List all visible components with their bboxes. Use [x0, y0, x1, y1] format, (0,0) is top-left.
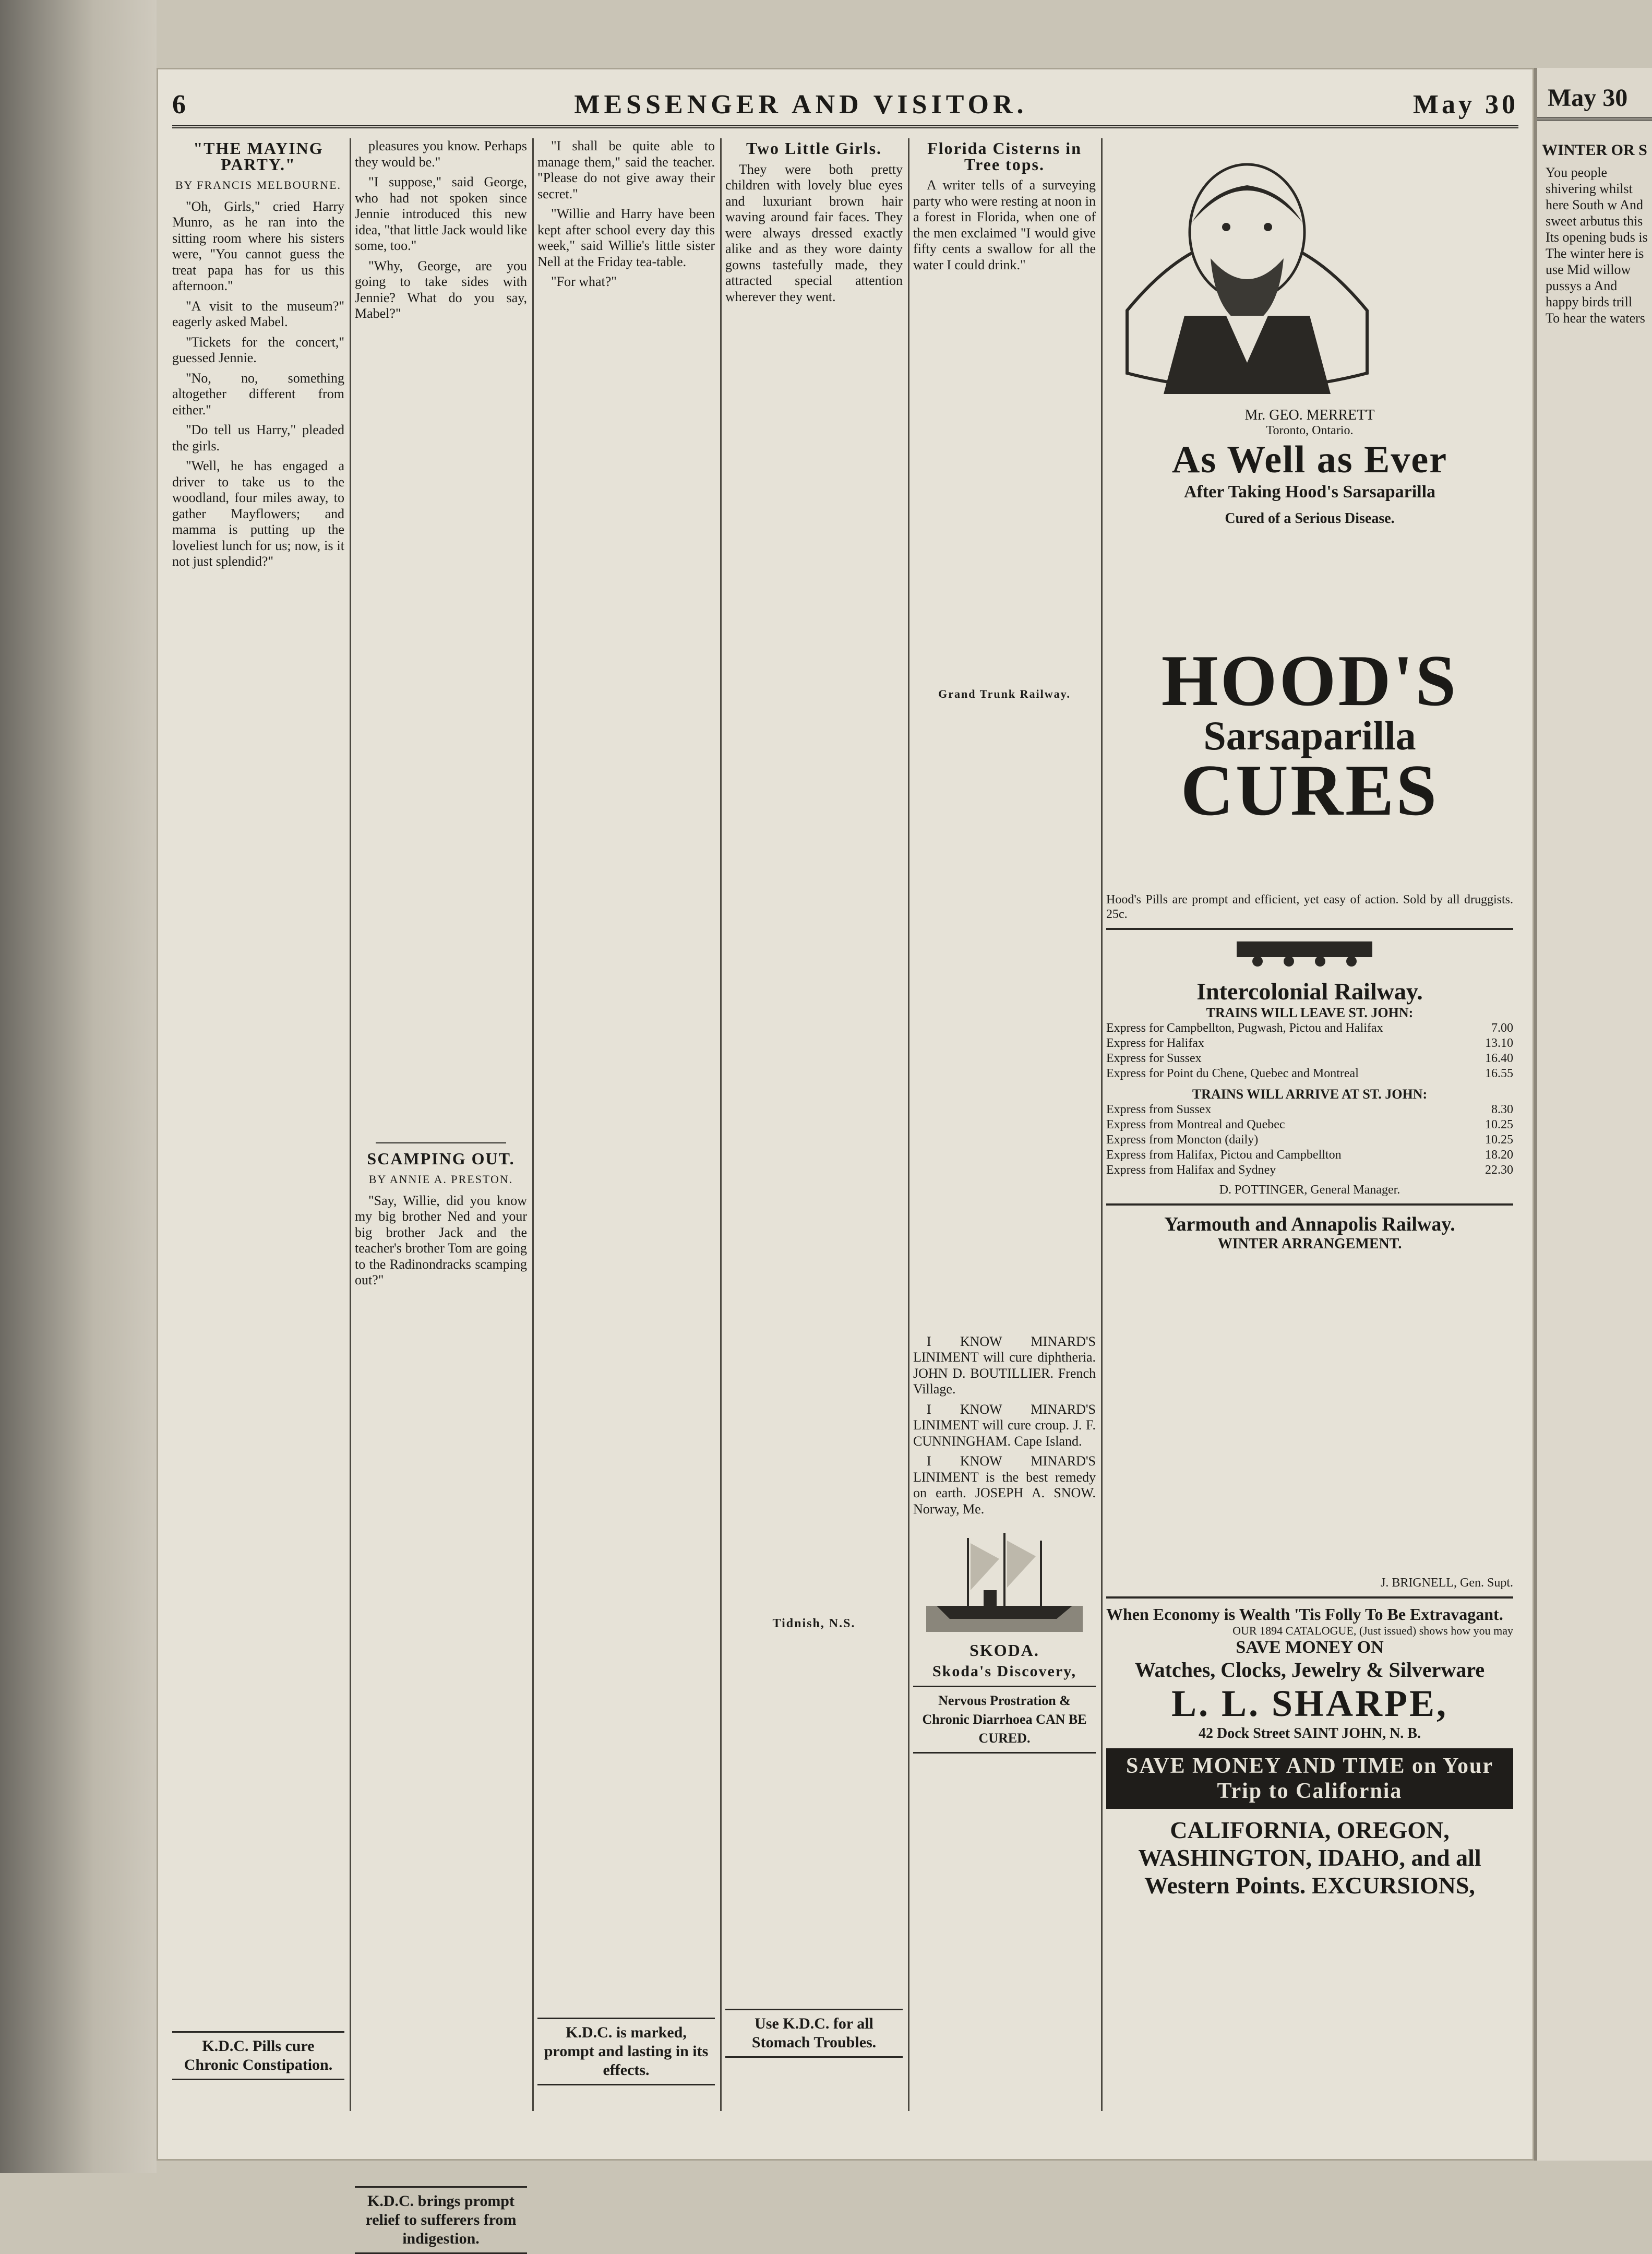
- portrait-illustration: [1106, 144, 1388, 404]
- sharpe-address: 42 Dock Street SAINT JOHN, N. B.: [1199, 1725, 1421, 1742]
- column-rule: [350, 138, 351, 2111]
- train-name: Express for Point du Chene, Quebec and Montreal: [1106, 1067, 1359, 1080]
- kdc-ad: K.D.C. Pills cure Chronic Constipation.: [172, 2031, 344, 2080]
- paragraph: "Tickets for the concert," guessed Jennie.: [172, 334, 344, 365]
- save-money-line: SAVE MONEY ON: [1236, 1638, 1384, 1657]
- train-name: Express for Sussex: [1106, 1052, 1202, 1065]
- paragraph: "No, no, something altogether different from either.": [172, 370, 344, 418]
- yarmouth-title: Yarmouth and Annapolis Railway.: [1164, 1213, 1455, 1235]
- timetable-row: [1106, 1132, 1513, 1148]
- paragraph: pleasures you know. Perhaps they would be.": [355, 138, 527, 170]
- intercolonial-title: Intercolonial Railway.: [1196, 978, 1423, 1005]
- text-continuation: [355, 326, 527, 1135]
- train-name: Express from Moncton (daily): [1106, 1133, 1259, 1147]
- facing-page: [1534, 68, 1652, 2161]
- timetable-row: [1106, 1036, 1513, 1051]
- timetable-row: [1106, 1117, 1513, 1132]
- page-date: May 30: [1412, 89, 1518, 120]
- manager-line: D. POTTINGER, General Manager.: [1219, 1183, 1400, 1197]
- sarsaparilla-brand: Sarsaparilla: [1203, 713, 1416, 758]
- divider: [1106, 1203, 1513, 1206]
- minard-testimonial: I KNOW MINARD'S LINIMENT is the best remedy on earth. JOSEPH A. SNOW. Norway, Me.: [913, 1453, 1096, 1517]
- paragraph: "Say, Willie, did you know my big brother Ned and your big brother Jack and the teacher's brother Tom are going to the Radinondracks scamping out?": [355, 1192, 527, 1287]
- page-number: 6: [172, 89, 189, 120]
- column-1: [172, 138, 344, 2111]
- column-rule: [532, 138, 534, 2111]
- column-rule: [1101, 138, 1103, 2111]
- paragraph: "Oh, Girls," cried Harry Munro, as he ran into the sitting room where his sisters were, "You cannot guess the treat papa has for us this afternoon.": [172, 198, 344, 293]
- winter-arrangement: WINTER ARRANGEMENT.: [1217, 1236, 1402, 1252]
- train-icon: [1106, 936, 1513, 968]
- paragraph: They were both pretty children with lovely blue eyes and luxuriant brown hair waving around fair faces. They were always dressed exactly alike and as they wore dainty gowns tastefully made, they attracted special attention wherever they went.: [725, 161, 903, 304]
- ad-text-block: [1106, 1253, 1513, 1576]
- paragraph: "Willie and Harry have been kept after school every day this week," said Willie's little sister Nell at the Friday tea-table.: [537, 206, 715, 269]
- article-title-maying-party: "THE MAYING PARTY.": [193, 139, 324, 174]
- text-continuation: [537, 294, 715, 2011]
- watches-line: Watches, Clocks, Jewelry & Silverware: [1134, 1658, 1485, 1681]
- economy-headline: When Economy is Wealth 'Tis Folly To Be Extravagant.: [1106, 1605, 1503, 1624]
- kdc-ad: K.D.C. is marked, prompt and lasting in its effects.: [537, 2018, 715, 2085]
- timetable-row: [1106, 1148, 1513, 1163]
- minard-testimonial: I KNOW MINARD'S LINIMENT will cure croup. J. F. CUNNINGHAM. Cape Island.: [913, 1401, 1096, 1449]
- paragraph: "I shall be quite able to manage them," said the teacher. "Please do not give away their secret.": [537, 138, 715, 201]
- divider: [1106, 1596, 1513, 1599]
- column-4: [725, 138, 903, 2111]
- column-rule: [720, 138, 722, 2111]
- sharpe-name: L. L. SHARPE,: [1171, 1683, 1449, 1724]
- facing-page-text: You people shivering whilst here South w And sweet arbutus this Its opening buds is The winter here is use Mid willow pussys a And happy birds trill To hear the waters: [1546, 165, 1648, 326]
- column-2: [355, 138, 527, 2247]
- paragraph: "Do tell us Harry," pleaded the girls.: [172, 422, 344, 454]
- article-title-florida-cisterns: Florida Cisterns in Tree tops.: [927, 139, 1082, 174]
- train-name: Express from Halifax and Sydney: [1106, 1163, 1276, 1177]
- kdc-ad: K.D.C. brings prompt relief to sufferers from indigestion.: [355, 2186, 527, 2254]
- paragraph: A writer tells of a surveying party who were resting at noon in a forest in Florida, when one of the men exclaimed "I would give fifty cents a swallow for all the water I could drink.": [913, 177, 1096, 272]
- california-excursions: CALIFORNIA, OREGON, WASHINGTON, IDAHO, and all Western Points. EXCURSIONS,: [1138, 1817, 1481, 1899]
- california-ad: [1106, 1748, 1513, 1809]
- hoods-pills-line: Hood's Pills are prompt and efficient, yet easy of action. Sold by all druggists. 25c.: [1106, 893, 1513, 921]
- column-3: [537, 138, 715, 2111]
- ad-text-block: [1106, 825, 1513, 892]
- train-time: 10.25: [1485, 1133, 1513, 1147]
- ic-subheading: TRAINS WILL LEAVE ST. JOHN:: [1206, 1005, 1414, 1020]
- dateline: Tidnish, N.S.: [772, 1617, 856, 1630]
- text-continuation: [913, 277, 1096, 684]
- cures-brand: CURES: [1180, 750, 1439, 831]
- hoods-brand: HOOD'S: [1161, 640, 1458, 721]
- paragraph: "For what?": [551, 274, 617, 289]
- california-save: SAVE MONEY AND TIME on Your Trip to California: [1126, 1754, 1493, 1803]
- after-taking-line: After Taking Hood's Sarsaparilla: [1183, 482, 1436, 502]
- kdc-ad: Use K.D.C. for all Stomach Troubles.: [725, 2009, 903, 2058]
- train-time: 22.30: [1485, 1163, 1513, 1177]
- as-well-headline: As Well as Ever: [1171, 438, 1448, 481]
- minard-testimonial: I KNOW MINARD'S LINIMENT will cure diphtheria. JOHN D. BOUTILLIER. French Village.: [913, 1333, 1096, 1397]
- skoda-title: SKODA.: [969, 1641, 1039, 1660]
- article-title-scamping-out: SCAMPING OUT.: [367, 1149, 515, 1168]
- train-time: 13.10: [1485, 1036, 1513, 1050]
- portrait-place: Toronto, Ontario.: [1266, 424, 1354, 437]
- skoda-heading: Skoda's Discovery,: [932, 1662, 1077, 1680]
- train-time: 7.00: [1491, 1021, 1513, 1035]
- article-byline: BY ANNIE A. PRESTON.: [368, 1173, 513, 1186]
- timetable-row: [1106, 1021, 1513, 1036]
- text-continuation: [725, 1637, 903, 2002]
- train-name: Express for Campbellton, Pugwash, Pictou and Halifax: [1106, 1021, 1383, 1035]
- train-time: 16.55: [1485, 1067, 1513, 1080]
- text-continuation: [355, 1293, 527, 2180]
- timetable-row: [1106, 1066, 1513, 1081]
- article-byline: BY FRANCIS MELBOURNE.: [175, 178, 342, 192]
- newspaper-page: [157, 68, 1534, 2247]
- arrive-subheading: TRAINS WILL ARRIVE AT ST. JOHN:: [1192, 1087, 1428, 1102]
- column-rule: [908, 138, 909, 2111]
- train-name: Express from Sussex: [1106, 1103, 1212, 1116]
- catalogue-line: OUR 1894 CATALOGUE, (Just issued) shows how you may: [1232, 1624, 1513, 1637]
- paragraph: "I suppose," said George, who had not spoken since Jennie introduced this new idea, "that little Jack would like some, too.": [355, 174, 527, 253]
- skoda-cure-line: Nervous Prostration & Chronic Diarrhoea CAN BE CURED.: [913, 1686, 1096, 1754]
- train-time: 8.30: [1491, 1103, 1513, 1116]
- masthead-title: MESSENGER AND VISITOR.: [574, 89, 1028, 120]
- brignell-line: J. BRIGNELL, Gen. Supt.: [1381, 1576, 1513, 1590]
- timetable-row: [1106, 1102, 1513, 1117]
- train-name: Express for Halifax: [1106, 1036, 1204, 1050]
- timetable-row: [1106, 1051, 1513, 1066]
- timetable-departures: [1106, 1021, 1513, 1081]
- paragraph: "Well, he has engaged a driver to take us to the woodland, four miles away, to gather Mayflowers; and mamma is putting up the loveliest lunch for us; now, is it not just splendid?": [172, 458, 344, 569]
- advertisement-column: [1106, 138, 1513, 2111]
- text-continuation: [913, 708, 1096, 1334]
- timetable-arrivals: [1106, 1102, 1513, 1178]
- column-5: [913, 138, 1096, 2111]
- paragraph: "Why, George, are you going to take sides with Jennie? What do you say, Mabel?": [355, 258, 527, 321]
- train-name: Express from Halifax, Pictou and Campbellton: [1106, 1148, 1342, 1162]
- text-continuation: [172, 574, 344, 2025]
- portrait-caption: Mr. GEO. MERRETT: [1244, 407, 1375, 423]
- section-title-grand-trunk: Grand Trunk Railway.: [938, 687, 1071, 700]
- page-header: [172, 84, 1518, 128]
- divider: [1106, 928, 1513, 930]
- train-time: 10.25: [1485, 1118, 1513, 1131]
- train-time: 18.20: [1485, 1148, 1513, 1162]
- binding-edge: [0, 0, 157, 2173]
- timetable-row: [1106, 1163, 1513, 1178]
- paragraph: "A visit to the museum?" eagerly asked Mabel.: [172, 298, 344, 329]
- train-time: 16.40: [1485, 1052, 1513, 1065]
- facing-page-title: WINTER OR S: [1542, 141, 1647, 159]
- divider: [376, 1142, 506, 1143]
- text-continuation: [725, 309, 903, 1614]
- cured-line: Cured of a Serious Disease.: [1225, 510, 1395, 527]
- train-name: Express from Montreal and Quebec: [1106, 1118, 1285, 1131]
- ad-text-block: [1106, 527, 1513, 647]
- facing-page-date: May 30: [1537, 68, 1652, 121]
- ship-illustration: [926, 1528, 1083, 1632]
- article-title-two-little-girls: Two Little Girls.: [746, 139, 882, 158]
